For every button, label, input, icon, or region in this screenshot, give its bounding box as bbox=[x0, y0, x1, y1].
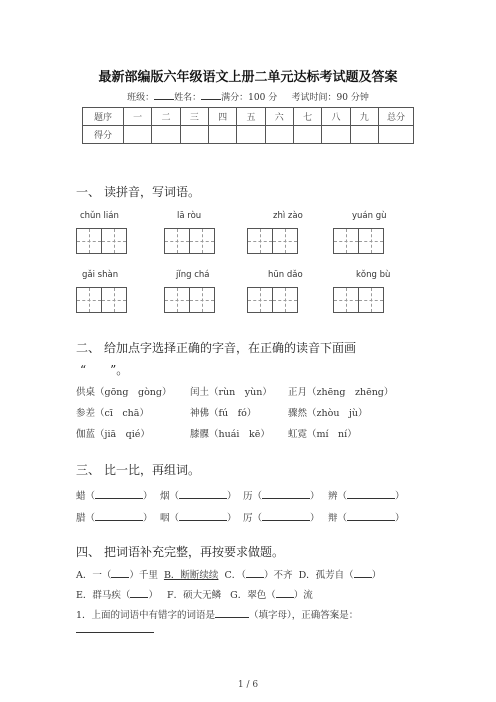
answer-blank[interactable] bbox=[95, 488, 143, 499]
page-number: 1 / 6 bbox=[237, 680, 259, 690]
score-row-label: 得分 bbox=[83, 126, 124, 144]
answer-blank[interactable] bbox=[215, 607, 249, 618]
writing-grid[interactable] bbox=[333, 228, 384, 254]
grid-cell[interactable] bbox=[273, 287, 298, 313]
writing-grid[interactable] bbox=[76, 287, 127, 313]
reading-item: 参差（cī chā） bbox=[76, 408, 149, 419]
writing-grid[interactable] bbox=[164, 287, 215, 313]
full-score: 满分：100 分 bbox=[221, 93, 278, 103]
pinyin-label: hūn dǎo bbox=[268, 270, 303, 280]
score-header-cell: 七 bbox=[293, 108, 321, 126]
pinyin-label: jǐng chá bbox=[176, 270, 210, 280]
grid-cell[interactable] bbox=[273, 228, 298, 254]
writing-grid[interactable] bbox=[247, 228, 298, 254]
reading-item: 闰土（rùn yùn） bbox=[190, 387, 272, 398]
section-4-heading bbox=[76, 543, 284, 560]
section-4-number: 四、 bbox=[76, 545, 101, 559]
section-1-title: 读拼音，写词语。 bbox=[104, 185, 201, 199]
score-input-cell[interactable] bbox=[322, 126, 350, 144]
grid-cell[interactable] bbox=[190, 228, 215, 254]
exam-title: 最新部编版六年级语文上册二单元达标考试题及答案 bbox=[98, 70, 398, 85]
grid-cell[interactable] bbox=[359, 228, 384, 254]
pinyin-label: zhì zào bbox=[273, 211, 303, 221]
score-header-cell: 五 bbox=[237, 108, 265, 126]
score-header-cell: 三 bbox=[180, 108, 208, 126]
reading-item: 膝髁（huái kē） bbox=[190, 429, 270, 440]
compare-item: 辨（ ） bbox=[328, 488, 405, 502]
section-4-title: 把词语补充完整，再按要求做题。 bbox=[104, 545, 285, 559]
reading-item: 正月（zhēng zhēng） bbox=[288, 387, 394, 398]
reading-item: 神佛（fú fó） bbox=[190, 408, 257, 419]
class-blank bbox=[154, 90, 174, 100]
score-header-cell: 九 bbox=[350, 108, 378, 126]
answer-blank[interactable] bbox=[354, 567, 372, 578]
score-input-cell[interactable] bbox=[208, 126, 236, 144]
name-label: 姓名： bbox=[174, 93, 202, 103]
exam-time: 考试时间：90 分钟 bbox=[291, 93, 369, 103]
score-table bbox=[82, 107, 414, 144]
answer-blank[interactable] bbox=[276, 587, 294, 598]
score-header-cell: 六 bbox=[265, 108, 293, 126]
section-2-number: 二、 bbox=[76, 341, 101, 355]
answer-blank[interactable] bbox=[111, 567, 129, 578]
score-input-cell[interactable] bbox=[237, 126, 265, 144]
pinyin-label: kǒng bù bbox=[356, 270, 391, 280]
pinyin-label: yuán gù bbox=[352, 211, 387, 221]
grid-cell[interactable] bbox=[164, 287, 190, 313]
exam-info-line bbox=[0, 90, 496, 103]
answer-blank[interactable] bbox=[246, 567, 264, 578]
section-3-number: 三、 bbox=[76, 463, 101, 477]
answer-blank[interactable] bbox=[95, 510, 143, 521]
class-label: 班级： bbox=[127, 93, 155, 103]
score-header-cell: 四 bbox=[208, 108, 236, 126]
reading-item: 骤然（zhòu jù） bbox=[288, 408, 368, 419]
score-header-cell: 一 bbox=[124, 108, 152, 126]
grid-cell[interactable] bbox=[359, 287, 384, 313]
compare-item: 腊（ ） bbox=[76, 510, 153, 524]
answer-blank[interactable] bbox=[347, 488, 395, 499]
score-header-cell: 题序 bbox=[83, 108, 124, 126]
compare-item: 蜡（ ） bbox=[76, 488, 153, 502]
score-header-cell: 八 bbox=[322, 108, 350, 126]
section-2-heading bbox=[76, 339, 356, 356]
answer-blank[interactable] bbox=[179, 488, 227, 499]
compare-item: 咽（ ） bbox=[160, 510, 237, 524]
reading-item: 供桌（gōng gòng） bbox=[76, 387, 172, 398]
reading-item: 虹霓（mí ní） bbox=[288, 429, 357, 440]
answer-line[interactable] bbox=[76, 632, 154, 633]
score-input-cell[interactable] bbox=[379, 126, 414, 144]
pinyin-label: lā ròu bbox=[177, 211, 202, 221]
answer-blank[interactable] bbox=[130, 587, 148, 598]
score-header-cell: 总分 bbox=[379, 108, 414, 126]
answer-blank[interactable] bbox=[179, 510, 227, 521]
pinyin-label: chǔn lián bbox=[80, 211, 119, 221]
writing-grid[interactable] bbox=[164, 228, 215, 254]
question-1: 1．上面的词语中有错字的词语是 （填字母），正确答案是： bbox=[76, 607, 358, 621]
compare-item: 历（ ） bbox=[243, 488, 320, 502]
grid-cell[interactable] bbox=[247, 228, 273, 254]
score-table-header-row bbox=[83, 108, 414, 126]
grid-cell[interactable] bbox=[102, 228, 127, 254]
compare-item: 辩（ ） bbox=[328, 510, 405, 524]
compare-item: 烟（ ） bbox=[160, 488, 237, 502]
score-input-cell[interactable] bbox=[180, 126, 208, 144]
reading-item: 伽蓝（jiā qié） bbox=[76, 429, 150, 440]
score-input-cell[interactable] bbox=[350, 126, 378, 144]
grid-cell[interactable] bbox=[102, 287, 127, 313]
section-2-title-cont: “ ”。 bbox=[80, 363, 129, 377]
answer-blank[interactable] bbox=[347, 510, 395, 521]
name-blank bbox=[201, 90, 221, 100]
grid-cell[interactable] bbox=[76, 287, 102, 313]
section-1-number: 一、 bbox=[76, 185, 101, 199]
idiom-line-2: E．群马疾（ ） F．硕大无鳞 G．翠色（ ）流 bbox=[76, 587, 313, 601]
score-table-score-row bbox=[83, 126, 414, 144]
grid-cell[interactable] bbox=[333, 228, 359, 254]
writing-grid[interactable] bbox=[76, 228, 127, 254]
writing-grid[interactable] bbox=[247, 287, 298, 313]
score-header-cell: 二 bbox=[152, 108, 180, 126]
grid-cell[interactable] bbox=[164, 228, 190, 254]
score-input-cell[interactable] bbox=[152, 126, 180, 144]
score-input-cell[interactable] bbox=[293, 126, 321, 144]
section-1-heading bbox=[76, 183, 200, 200]
grid-cell[interactable] bbox=[190, 287, 215, 313]
grid-cell[interactable] bbox=[247, 287, 273, 313]
grid-cell[interactable] bbox=[333, 287, 359, 313]
score-input-cell[interactable] bbox=[124, 126, 152, 144]
section-3-title: 比一比，再组词。 bbox=[104, 463, 201, 477]
answer-blank[interactable] bbox=[262, 488, 310, 499]
compare-item: 厉（ ） bbox=[243, 510, 320, 524]
section-2-title: 给加点字选择正确的字音，在正确的读音下面画 bbox=[104, 341, 357, 355]
pinyin-label: gǎi shàn bbox=[82, 270, 119, 280]
score-input-cell[interactable] bbox=[265, 126, 293, 144]
grid-cell[interactable] bbox=[76, 228, 102, 254]
section-3-heading bbox=[76, 461, 200, 478]
answer-blank[interactable] bbox=[262, 510, 310, 521]
idiom-line-1: A．一（ ）千里 B．断断续续 C．（ ）不齐 D．孤芳自（ ） bbox=[76, 567, 381, 581]
writing-grid[interactable] bbox=[333, 287, 384, 313]
